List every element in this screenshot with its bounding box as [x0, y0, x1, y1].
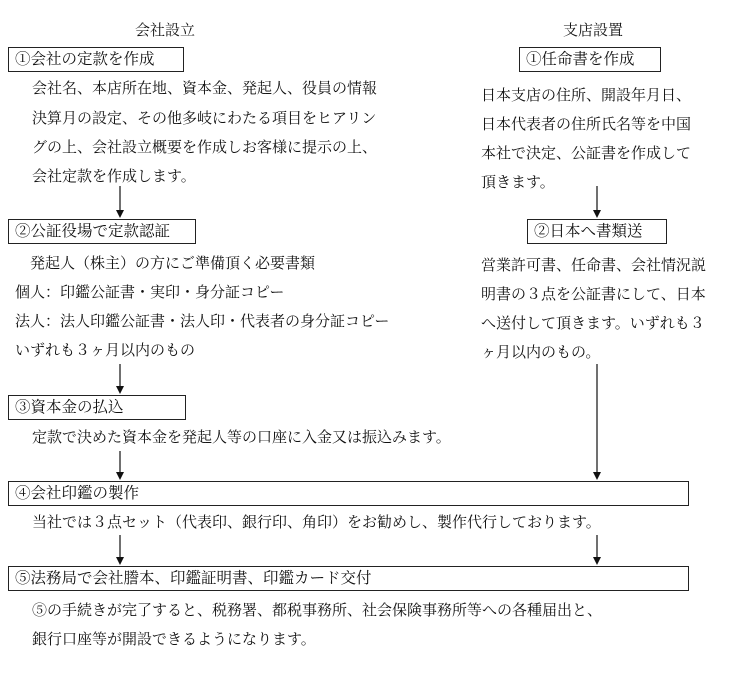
step1-title: ①会社の定款を作成 — [15, 50, 155, 68]
branch-step1-line-4: 頂きます。 — [481, 173, 555, 191]
step4-title: ④会社印鑑の製作 — [15, 484, 140, 502]
step2-line-4: いずれも３ヶ月以内のもの — [15, 341, 196, 359]
header-company-establishment: 会社設立 — [135, 21, 196, 39]
step2-title: ②公証役場で定款認証 — [15, 222, 171, 240]
step4-line-1: 当社では３点セット（代表印、銀行印、角印）をお勧めし、製作代行しております。 — [32, 513, 601, 531]
branch-step2-box — [527, 219, 667, 244]
step2-box — [8, 219, 196, 244]
header-branch-establishment: 支店設置 — [563, 21, 624, 39]
step3-box — [8, 395, 186, 420]
step3-line-1: 定款で決めた資本金を発起人等の口座に入金又は振込みます。 — [32, 428, 451, 446]
step3-title: ③資本金の払込 — [15, 398, 124, 416]
step1-line-3: グの上、会社設立概要を作成しお客様に提示の上、 — [32, 138, 378, 156]
step5-box — [8, 566, 689, 591]
step2-line-3: 法人：法人印鑑公証書・法人印・代表者の身分証コピー — [15, 312, 390, 330]
branch-step1-box — [519, 47, 661, 72]
branch-step2-line-1: 営業許可書、任命書、会社情況説 — [481, 256, 707, 274]
step1-box — [8, 47, 184, 72]
branch-step2-title: ②日本へ書類送 — [534, 222, 643, 240]
step1-line-2: 決算月の設定、その他多岐にわたる項目をヒアリン — [32, 109, 377, 127]
step2-line-2: 個人：印鑑公証書・実印・身分証コピー — [15, 283, 285, 301]
branch-step2-line-4: ヶ月以内のもの。 — [481, 343, 601, 361]
branch-step1-line-1: 日本支店の住所、開設年月日、 — [481, 86, 692, 104]
step4-box — [8, 481, 689, 506]
branch-step1-title: ①任命書を作成 — [526, 50, 635, 68]
step5-line-1: ⑤の手続きが完了すると、税務署、都税事務所、社会保険事務所等への各種届出と、 — [32, 601, 603, 619]
branch-step1-line-3: 本社で決定、公証書を作成して — [481, 144, 692, 162]
step1-line-4: 会社定款を作成します。 — [32, 167, 196, 185]
step2-line-1: 発起人（株主）の方にご準備頂く必要書類 — [15, 254, 316, 272]
branch-step2-line-3: へ送付して頂きます。いずれも３ — [481, 314, 705, 332]
branch-step1-line-2: 日本代表者の住所氏名等を中国 — [481, 115, 692, 133]
step5-title: ⑤法務局で会社謄本、印鑑証明書、印鑑カード交付 — [15, 569, 372, 587]
branch-step2-line-2: 明書の３点を公証書にして、日本 — [481, 285, 706, 303]
step1-line-1: 会社名、本店所在地、資本金、発起人、役員の情報 — [32, 79, 378, 97]
step5-line-2: 銀行口座等が開設できるようになります。 — [32, 630, 316, 648]
